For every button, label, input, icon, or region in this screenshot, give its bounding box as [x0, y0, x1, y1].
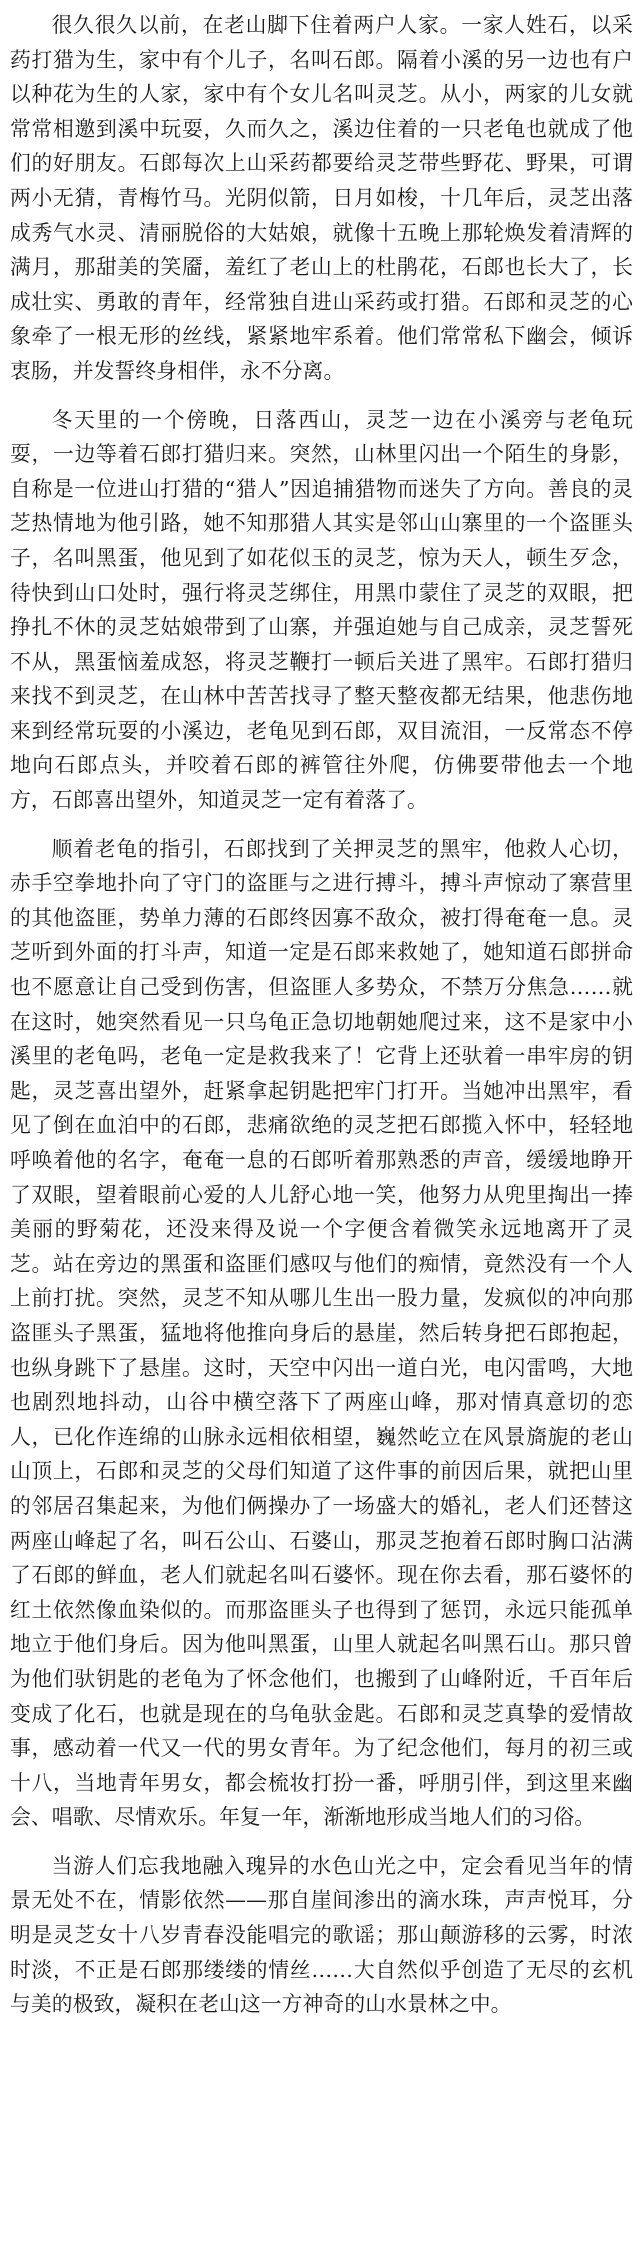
paragraph-childhood: 很久很久以前，在老山脚下住着两户人家。一家人姓石，以采药打猎为生，家中有个儿子，名叫石郎。隔着小溪的另一边也有户以种花为生的人家，家中有个女儿名叫灵芝。从小，两家的儿女就常常相邀到溪中玩耍，久而久之，溪边住着的一只老龟也就成了他们的好朋友。石郎每次上山采药都要给灵芝带些野花、野果，可谓两小无猜，青梅竹马。光阴似箭，日月如梭，十几年后，灵芝出落成秀气水灵、清丽脱俗的大姑娘，就像十五晚上那轮焕发着清辉的满月，那甜美的笑靥，羞红了老山上的杜鹃花，石郎也长大了，长成壮实、勇敢的青年，经常独自进山采药或打猎。石郎和灵芝的心象牵了一根无形的丝线，紧紧地牢系着。他们常常私下幽会，倾诉衷肠，并发誓终身相伴，永不分离。 [10, 13, 633, 383]
paragraph-epilogue: 当游人们忘我地融入瑰异的水色山光之中，定会看见当年的情景无处不在，情影依然——那自崖间渗出的滴水珠，声声悦耳，分明是灵芝女十八岁青春没能唱完的歌谣；那山颠游移的云雾，时浓时淡，不正是石郎那缕缕的情丝……大自然似乎创造了无尽的玄机与美的极致，凝积在老山这一方神奇的山水景林之中。 [10, 1853, 633, 2017]
paragraph-abduction: 冬天里的一个傍晚，日落西山，灵芝一边在小溪旁与老龟玩耍，一边等着石郎打猎归来。突然，山林里闪出一个陌生的身影，自称是一位进山打猎的“猎人”因追捕猎物而迷失了方向。善良的灵芝热情地为他引路，她不知那猎人其实是邻山山寨里的一个盗匪头子，名叫黑蛋，他见到了如花似玉的灵芝，惊为天人，顿生歹念，待快到山口处时，强行将灵芝绑住，用黑巾蒙住了灵芝的双眼，把挣扎不休的灵芝姑娘带到了山寨，并强迫她与自己成亲，灵芝誓死不从，黑蛋恼羞成怒，将灵芝鞭打一顿后关进了黑牢。石郎打猎归来找不到灵芝，在山林中苦苦找寻了整天整夜都无结果，他悲伤地来到经常玩耍的小溪边，老龟见到石郎，双目流泪，一反常态不停地向石郎点头，并咬着石郎的裤管往外爬，仿佛要带他去一个地方，石郎喜出望外，知道灵芝一定有着落了。 [10, 407, 633, 813]
paragraph-legend: 顺着老龟的指引，石郎找到了关押灵芝的黑牢，他救人心切，赤手空拳地扑向了守门的盗匪与之进行搏斗，搏斗声惊动了寨营里的其他盗匪，势单力薄的石郎终因寡不敌众，被打得奄奄一息。灵芝听到外面的打斗声，知道一定是石郎来救她了，她知道石郎拼命也不愿意让自己受到伤害，但盗匪人多势众，不禁万分焦急……就在这时，她突然看见一只乌龟正急切地朝她爬过来，这不是家中小溪里的老龟吗，老龟一定是救我来了！它背上还驮着一串牢房的钥匙，灵芝喜出望外，赶紧拿起钥匙把牢门打开。当她冲出黑牢，看见了倒在血泊中的石郎，悲痛欲绝的灵芝把石郎揽入怀中，轻轻地呼唤着他的名字，奄奄一息的石郎听着那熟悉的声音，缓缓地睁开了双眼，望着眼前心爱的人儿舒心地一笑，他努力从兜里掏出一捧美丽的野菊花，还没来得及说一个字便含着微笑永远地离开了灵芝。站在旁边的黑蛋和盗匪们感叹与他们的痴情，竟然没有一个人上前打扰。突然，灵芝不知从哪儿生出一股力量，发疯似的冲向那盗匪头子黑蛋，猛地将他推向身后的悬崖，然后转身把石郎抱起，也纵身跳下了悬崖。这时，天空中闪出一道白光，电闪雷鸣，大地也剧烈地抖动，山谷中横空落下了两座山峰，那对情真意切的恋人，已化作连绵的山脉永远相依相望，巍然屹立在风景旖旎的老山山顶上，石郎和灵芝的父母们知道了这件事的前因后果，就把山里的邻居召集起来，为他们俩操办了一场盛大的婚礼，老人们还替这两座山峰起了名，叫石公山、石婆山，那灵芝抱着石郎时胸口沾满了石郎的鲜血，老人们就起名叫石婆怀。现在你去看，那石婆怀的红土依然像血染似的。而那盗匪头子也得到了惩罚，永远只能孤单地立于他们身后。因为他叫黑蛋，山里人就起名叫黑石山。那只曾为他们驮钥匙的老龟为了怀念他们，也搬到了山峰附近，千百年后变成了化石，也就是现在的乌龟驮金匙。石郎和灵芝真挚的爱情故事，感动着一代又一代的男女青年。为了纪念他们，每月的初三或十八，当地青年男女，都会梳妆打扮一番，呼朋引伴，到这里来幽会、唱歌、尽情欢乐。年复一年，渐渐地形成当地人们的习俗。 [10, 836, 633, 1830]
